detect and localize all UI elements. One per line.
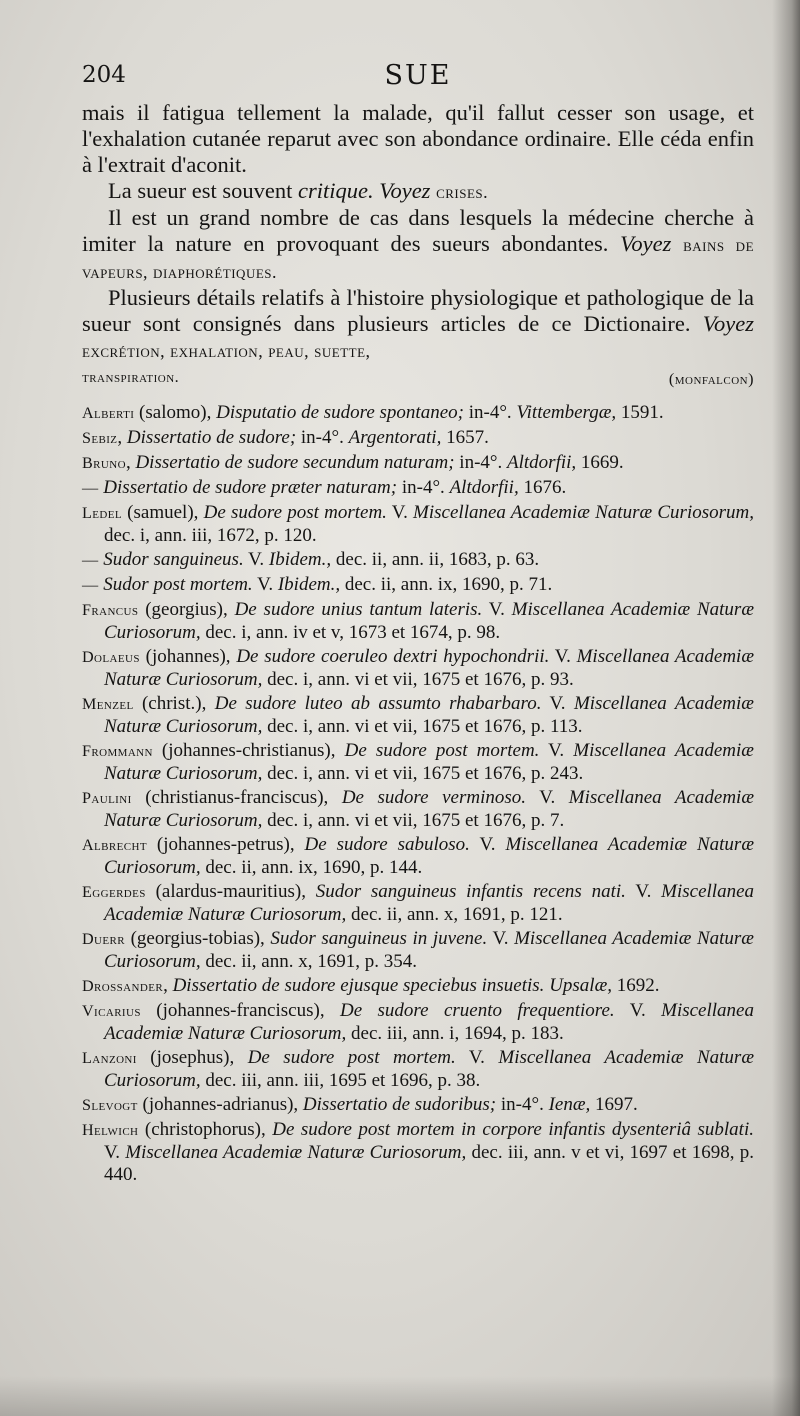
entry-author: Sebiz bbox=[82, 430, 118, 447]
entry-author-detail: (johannes), bbox=[139, 646, 237, 667]
entry-format: in-4°. bbox=[496, 1094, 549, 1115]
paragraph-4 bbox=[82, 285, 754, 364]
page-header bbox=[82, 60, 754, 94]
entry-source: Miscellanea Academiæ Naturæ Curiosorum, bbox=[104, 787, 754, 831]
entry-author: Drossander bbox=[82, 978, 164, 995]
entry-details: dec. i, ann. vi et vii, 1675 et 1676, p. 7. bbox=[262, 810, 565, 831]
bibliography-entry bbox=[82, 834, 754, 879]
author-signature: (monfalcon) bbox=[668, 370, 754, 388]
bibliography-entry bbox=[82, 549, 754, 572]
entry-author-detail: (josephus), bbox=[136, 1047, 248, 1068]
entry-author-detail: (salomo), bbox=[134, 402, 217, 423]
entry-author-detail: (johannes-adrianus), bbox=[137, 1094, 303, 1115]
entry-author: Lanzoni bbox=[82, 1050, 137, 1067]
entry-details: dec. ii, ann. ii, 1683, p. 63. bbox=[331, 549, 540, 570]
entry-author: Ledel bbox=[82, 505, 122, 522]
p2-italic: critique. bbox=[297, 178, 374, 203]
entry-author-detail: (christ.), bbox=[133, 693, 215, 714]
bibliography-list bbox=[82, 402, 754, 1188]
entry-title: De sudore coeruleo dextri hypochondrii. bbox=[236, 646, 550, 667]
paragraph-2 bbox=[82, 178, 754, 205]
entry-format: V. bbox=[487, 928, 515, 949]
p2-voyez: Voyez bbox=[379, 178, 431, 203]
entry-details: 1591. bbox=[616, 402, 664, 423]
entry-title: Sudor sanguineus. bbox=[103, 549, 244, 570]
entry-title: De sudore post mortem. bbox=[344, 740, 540, 761]
bibliography-entry bbox=[82, 975, 754, 998]
entry-details: dec. ii, ann. x, 1691, p. 354. bbox=[200, 951, 417, 972]
bibliography-entry bbox=[82, 740, 754, 785]
entry-details: dec. iii, ann. i, 1694, p. 183. bbox=[346, 1023, 564, 1044]
entry-author-detail: (georgius), bbox=[138, 599, 235, 620]
entry-source: Argentorati, bbox=[348, 427, 442, 448]
p2-text: La sueur est souvent bbox=[108, 178, 298, 203]
entry-format: V. bbox=[104, 1142, 126, 1163]
page-bottom-shadow bbox=[0, 1376, 800, 1416]
entry-source: Miscellanea Academiæ Naturæ Curiosorum, bbox=[104, 1000, 754, 1044]
entry-author: Menzel bbox=[82, 696, 134, 713]
paragraph-3 bbox=[82, 205, 754, 285]
entry-source: Miscellanea Academiæ Naturæ Curiosorum, bbox=[104, 928, 754, 972]
bibliography-entry bbox=[82, 574, 754, 597]
entry-details: 1697. bbox=[590, 1094, 638, 1115]
bibliography-entry bbox=[82, 502, 754, 547]
entry-author-detail: (johannes-petrus), bbox=[146, 834, 305, 855]
entry-format: V. bbox=[614, 1000, 662, 1021]
bibliography-entry bbox=[82, 693, 754, 738]
entry-source: Miscellanea Academiæ Naturæ Curiosorum, bbox=[104, 881, 754, 925]
entry-format: in-4°. bbox=[397, 477, 450, 498]
entry-details: dec. ii, ann. x, 1691, p. 121. bbox=[346, 904, 563, 925]
entry-author: — bbox=[82, 480, 99, 497]
entry-author: Frommann bbox=[82, 743, 153, 760]
entry-author: Francus bbox=[82, 602, 139, 619]
entry-format: V. bbox=[625, 881, 662, 902]
entry-format: V. bbox=[386, 502, 414, 523]
entry-details: 1669. bbox=[576, 452, 624, 473]
entry-title: Sudor sanguineus infantis recens nati. bbox=[315, 881, 626, 902]
entry-author-detail: , bbox=[163, 975, 173, 996]
entry-title: De sudore cruento frequentiore. bbox=[339, 1000, 615, 1021]
entry-details: dec. ii, ann. ix, 1690, p. 144. bbox=[200, 857, 423, 878]
bibliography-entry bbox=[82, 1119, 754, 1186]
entry-source: Miscellanea Academiæ Naturæ Curiosorum, bbox=[104, 740, 754, 784]
entry-format: V. bbox=[469, 834, 506, 855]
entry-format: V. bbox=[526, 787, 569, 808]
entry-source: Miscellanea Academiæ Naturæ Curiosorum, bbox=[413, 502, 754, 523]
entry-author: Eggerdes bbox=[82, 884, 146, 901]
entry-format: V. bbox=[482, 599, 512, 620]
entry-source: Vittembergæ, bbox=[516, 402, 617, 423]
entry-details: dec. i, ann. iii, 1672, p. 120. bbox=[104, 525, 317, 546]
entry-title: Dissertatio de sudoribus; bbox=[302, 1094, 497, 1115]
entry-source: Miscellanea Academiæ Naturæ Curiosorum, bbox=[104, 693, 754, 737]
entry-format: V. bbox=[549, 646, 577, 667]
entry-details: dec. iii, ann. v et vi, 1697 et 1698, p. 440. bbox=[104, 1142, 754, 1185]
page-number: 204 bbox=[82, 62, 126, 88]
bibliography-entry bbox=[82, 928, 754, 973]
entry-format: V. bbox=[455, 1047, 499, 1068]
entry-title: Dissertatio de sudore secundum naturam; bbox=[135, 452, 455, 473]
entry-title: De sudore post mortem. bbox=[247, 1047, 456, 1068]
entry-title: De sudore sabuloso. bbox=[304, 834, 470, 855]
entry-source: Ibidem., bbox=[268, 549, 332, 570]
entry-title: De sudore post mortem. bbox=[203, 502, 387, 523]
entry-source: Ienæ, bbox=[548, 1094, 591, 1115]
entry-author: Helwich bbox=[82, 1122, 139, 1139]
entry-author-detail: , bbox=[125, 452, 136, 473]
entry-author-detail: (alardus-mauritius), bbox=[145, 881, 316, 902]
entry-author-detail: (johannes-franciscus), bbox=[140, 1000, 340, 1021]
entry-author-detail: (samuel), bbox=[121, 502, 204, 523]
entry-author-detail: (christophorus), bbox=[138, 1119, 273, 1140]
entry-author: Paulini bbox=[82, 790, 132, 807]
entry-details: dec. i, ann. vi et vii, 1675 et 1676, p. 113. bbox=[262, 716, 583, 737]
p4-voyez: Voyez bbox=[702, 311, 755, 336]
entry-author-detail: (christianus-franciscus), bbox=[131, 787, 342, 808]
entry-source: Miscellanea Academiæ Naturæ Curiosorum, bbox=[104, 834, 754, 878]
bibliography-entry bbox=[82, 1047, 754, 1092]
entry-author: Albrecht bbox=[82, 837, 147, 854]
entry-author-detail: (johannes-christianus), bbox=[152, 740, 345, 761]
entry-source: Miscellanea Academiæ Naturæ Curiosorum, bbox=[104, 1047, 754, 1091]
entry-details: 1676. bbox=[518, 477, 567, 498]
entry-format: V. bbox=[539, 740, 574, 761]
entry-details: 1657. bbox=[441, 427, 489, 448]
bibliography-entry bbox=[82, 402, 754, 425]
bibliography-entry bbox=[82, 427, 754, 450]
entry-author: Vicarius bbox=[82, 1003, 141, 1020]
entry-author: Alberti bbox=[82, 405, 135, 422]
entry-details: dec. iii, ann. iii, 1695 et 1696, p. 38. bbox=[200, 1070, 481, 1091]
entry-format: in-4°. bbox=[463, 402, 517, 423]
entry-title: Dissertatio de sudore præter naturam; bbox=[103, 477, 398, 498]
bibliography-entry bbox=[82, 477, 754, 500]
entry-details: dec. i, ann. iv et v, 1673 et 1674, p. 98. bbox=[200, 622, 501, 643]
entry-author: — bbox=[82, 552, 99, 569]
paragraph-1: mais il fatigua tellement la malade, qu'il fallut cesser son usage, et l'exhalation cutanée reparut avec son abondance ordinaire. Elle céda enfin à l'extrait d'aconit. bbox=[82, 100, 754, 177]
entry-author: Dolaeus bbox=[82, 649, 140, 666]
p3-text: Il est un grand nombre de cas dans lesquels la médecine cherche à imiter la nature en provoquant des sueurs abondantes. bbox=[82, 205, 754, 256]
entry-title: Disputatio de sudore spontaneo; bbox=[216, 402, 464, 423]
entry-source: Ibidem., bbox=[277, 574, 341, 595]
bibliography-entry bbox=[82, 646, 754, 691]
entry-author: Bruno bbox=[82, 455, 126, 472]
entry-format: V. bbox=[541, 693, 574, 714]
entry-source: Altdorfii, bbox=[449, 477, 519, 498]
entry-format: V. bbox=[252, 574, 278, 595]
entry-title: Dissertatio de sudore; bbox=[126, 427, 297, 448]
p2-cross-reference: crises. bbox=[436, 182, 489, 202]
bibliography-entry bbox=[82, 452, 754, 475]
bibliography-entry bbox=[82, 881, 754, 926]
p4-cross-references: excrétion, exhalation, peau, suette, bbox=[82, 341, 371, 361]
entry-source: Miscellanea Academiæ Naturæ Curiosorum, bbox=[125, 1142, 467, 1163]
entry-author: — bbox=[82, 577, 99, 594]
bibliography-entry bbox=[82, 1094, 754, 1117]
running-head: SUE bbox=[384, 60, 452, 91]
entry-title: De sudore post mortem in corpore infantis dysenteriâ sublati. bbox=[272, 1119, 754, 1140]
page-edge-shadow bbox=[772, 0, 800, 1416]
bibliography-entry bbox=[82, 599, 754, 644]
entry-title: Sudor post mortem. bbox=[103, 574, 253, 595]
entry-title: De sudore luteo ab assumto rhabarbaro. bbox=[214, 693, 542, 714]
entry-title: De sudore unius tantum lateris. bbox=[234, 599, 483, 620]
signature-line bbox=[82, 364, 754, 392]
entry-source: Upsalæ, bbox=[549, 975, 613, 996]
p4-cross-reference-last: transpiration. bbox=[82, 368, 180, 386]
entry-title: Dissertatio de sudore ejusque speciebus insuetis. bbox=[172, 975, 545, 996]
article-body bbox=[82, 100, 754, 392]
entry-details: dec. ii, ann. ix, 1690, p. 71. bbox=[340, 574, 553, 595]
entry-details: 1692. bbox=[612, 975, 660, 996]
p3-voyez: Voyez bbox=[620, 231, 672, 256]
entry-details: dec. i, ann. vi et vii, 1675 et 1676, p. 243. bbox=[262, 763, 584, 784]
p4-text: Plusieurs détails relatifs à l'histoire physiologique et pathologique de la sueur sont consignés dans plusieurs articles de ce Dictionaire. bbox=[82, 285, 754, 336]
entry-title: De sudore verminoso. bbox=[341, 787, 526, 808]
entry-source: Miscellanea Academiæ Naturæ Curiosorum, bbox=[104, 646, 755, 690]
bibliography-entry bbox=[82, 787, 754, 832]
entry-details: dec. i, ann. vi et vii, 1675 et 1676, p. 93. bbox=[262, 669, 574, 690]
bibliography-entry bbox=[82, 1000, 754, 1045]
entry-author-detail: (georgius-tobias), bbox=[125, 928, 271, 949]
entry-author: Duerr bbox=[82, 931, 125, 948]
p3-cross-references: bains de vapeurs, diaphorétiques. bbox=[82, 235, 755, 282]
entry-author-detail: , bbox=[117, 427, 127, 448]
entry-author: Slevogt bbox=[82, 1097, 138, 1114]
entry-format: V. bbox=[243, 549, 269, 570]
entry-format: in-4°. bbox=[296, 427, 349, 448]
entry-title: Sudor sanguineus in juvene. bbox=[270, 928, 488, 949]
entry-format: in-4°. bbox=[454, 452, 508, 473]
entry-source: Altdorfii, bbox=[507, 452, 577, 473]
entry-source: Miscellanea Academiæ Naturæ Curiosorum, bbox=[104, 599, 754, 643]
